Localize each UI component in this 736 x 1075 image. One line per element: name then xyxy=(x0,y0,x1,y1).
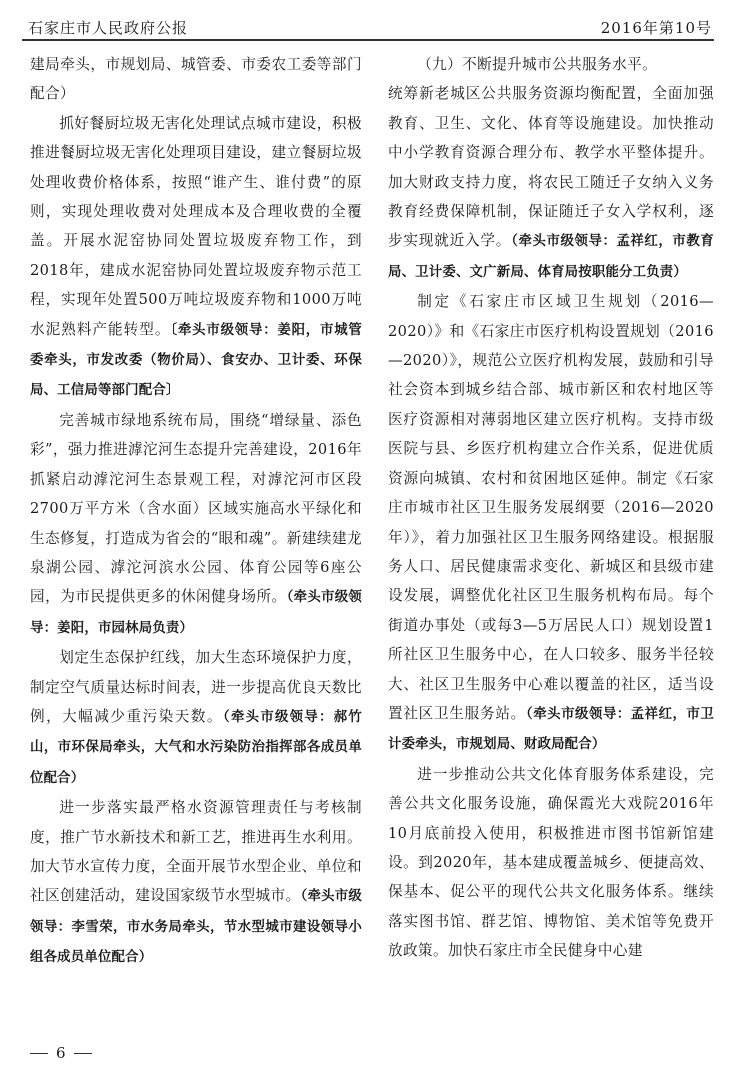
responsibility-note: （牵头市级领导：李雪荣，市水务局牵头，节水型城市建设领导小组各成员单位配合） xyxy=(30,889,363,966)
paragraph xyxy=(388,50,714,79)
paragraph xyxy=(30,793,362,972)
paragraph-text: 划定生态保护红线，加大生态环境保护力度，制定空气质量达标时间表，进一步提高优良天数比例，大幅减少重污染天数。 xyxy=(30,649,362,725)
responsibility-note: （牵头市级领导：孟祥红，市教育局、卫计委、文广新局、体育局按职能分工负责） xyxy=(388,234,714,280)
header-rule xyxy=(22,39,714,41)
paragraph xyxy=(30,643,362,793)
paragraph-text: 制定《石家庄市区域卫生规划（2016—2020）》和《石家庄市医疗机构设置规划（2016—2020）》，规范公立医疗机构发展，鼓励和引导社会资本到城乡结合部、城市新区和农村地区等医疗资源相对薄弱地区建立医疗机构。支持市级医院与县、乡医疗机构建立合作关系，促进优质资源向城镇、农村和贫困地区延伸。制定《石家庄市城市社区卫生服务发展纲要（2016—2020年）》，着力加强社区卫生服务网络建设。根据服务人口、居民健康需求变化、新城区和县级市建设发展，调整优化社区卫生服务机构布局。每个街道办事处（或每3—5万居民人口）规划设置1所社区卫生服务中心，在人口较多、服务半径较大、社区卫生服务中心难以覆盖的社区，适当设置社区卫生服务站。 xyxy=(388,293,714,722)
right-column xyxy=(388,50,714,966)
page-number: 6 xyxy=(56,1044,66,1062)
footer-dash xyxy=(30,1053,48,1054)
page-header xyxy=(28,10,712,38)
paragraph-text: 进一步落实最严格水资源管理责任与考核制度，推广节水新技术和新工艺，推进再生水利用。加大节水宣传力度，全面开展节水型企业、单位和社区创建活动，建设国家级节水型城市。 xyxy=(30,799,362,905)
footer-dash xyxy=(74,1053,92,1054)
issue-number: 2016年第10号 xyxy=(600,19,712,37)
responsibility-note: （牵头市级领导：郝竹山，市环保局牵头，大气和水污染防治指挥部各成员单位配合） xyxy=(30,709,362,786)
responsibility-note: 〔牵头市级领导：姜阳，市城管委牵头，市发改委（物价局）、食安办、卫计委、环保局、工信局等部门配合〕 xyxy=(30,322,362,399)
responsibility-note: （牵头市级领导：姜阳，市园林局负责） xyxy=(30,590,362,636)
paragraph-text: 建局牵头，市规划局、城管委、市委农工委等部门配合） xyxy=(30,56,362,103)
publication-title: 石家庄市人民政府公报 xyxy=(28,19,189,37)
paragraph-text: 抓好餐厨垃圾无害化处理试点城市建设，积极推进餐厨垃圾无害化处理项目建设，建立餐厨垃圾处理收费价格体系，按照“谁产生、谁付费”的原则，实现处理收费对处理成本及合理收费的全覆盖。开展水泥窑协同处置垃圾废弃物工作，到2018年，建成水泥窑协同处置垃圾废弃物示范工程，实现年处置500万吨垃圾废弃物和1000万吨水泥熟料产能转型。 xyxy=(30,114,362,338)
paragraph xyxy=(30,50,362,109)
paragraph xyxy=(30,109,362,406)
section-heading: （九）不断提升城市公共服务水平。 xyxy=(417,56,658,73)
paragraph-text: 进一步推动公共文化体育服务体系建设，完善公共文化服务设施，确保霞光大戏院2016年10月底前投入使用，积极推进市图书馆新馆建设。到2020年，基本建成覆盖城乡、便捷高效、保基本、促公平的现代公共文化服务体系。继续落实图书馆、群艺馆、博物馆、美术馆等免费开放政策。加快石家庄市全民健身中心建 xyxy=(388,765,714,960)
paragraph xyxy=(388,79,714,287)
paragraph xyxy=(30,406,362,643)
paragraph xyxy=(388,760,714,966)
paragraph-text: 完善城市绿地系统布局，围绕“增绿量、添色彩”，强力推进滹沱河生态提升完善建设，2016年抓紧启动滹沱河生态景观工程，对滹沱河市区段2700万平方米（含水面）区域实施高水平绿化和生态修复，打造成为省会的“眼和魂”。新建续建龙泉湖公园、滹沱河滨水公园、体育公园等6座公园，为市民提供更多的休闲健身场所。 xyxy=(30,411,362,606)
paragraph xyxy=(388,287,714,760)
paragraph-text: 统筹新老城区公共服务资源均衡配置，全面加强教育、卫生、文化、体育等设施建设。加快推动中小学教育资源合理分布、教学水平整体提升。加大财政支持力度，将农民工随迁子女纳入义务教育经费保障机制，保证随迁子女入学权利，逐步实现就近入学。 xyxy=(388,85,714,250)
left-column xyxy=(30,50,362,973)
responsibility-note: （牵头市级领导：孟祥红，市卫计委牵头，市规划局、财政局配合） xyxy=(388,706,714,753)
page-footer xyxy=(30,1044,92,1062)
